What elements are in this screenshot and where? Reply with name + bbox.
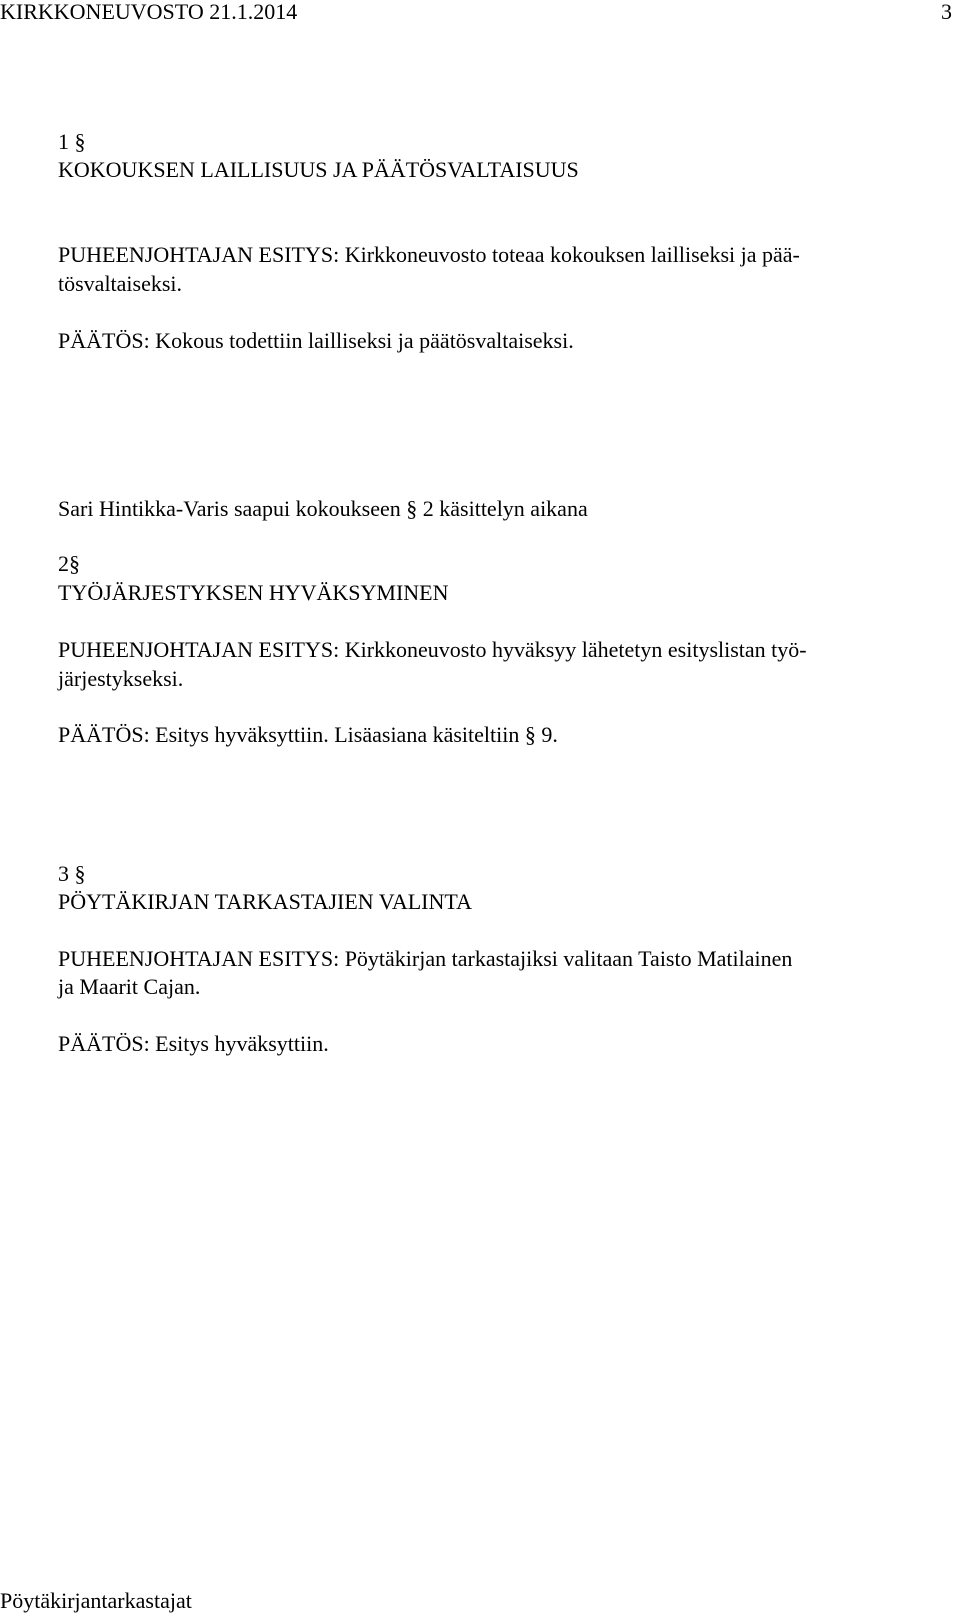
section-sign-icon: § xyxy=(524,722,536,747)
footer-label: Pöytäkirjantarkastajat xyxy=(0,1588,192,1613)
section-1-decision: PÄÄTÖS: Kokous todettiin lailliseksi ja päätösvaltaiseksi. xyxy=(58,328,574,353)
section-1-heading: KOKOUKSEN LAILLISUUS JA PÄÄTÖSVALTAISUUS xyxy=(58,157,579,182)
section-2-proposal-line-1: PUHEENJOHTAJAN ESITYS: Kirkkoneuvosto hyväksyy lähetetyn esityslistan työ- xyxy=(58,637,807,662)
section-2-decision-prefix: PÄÄTÖS: Esitys hyväksyttiin. Lisäasiana käsiteltiin xyxy=(58,722,525,747)
section-3-number-line xyxy=(58,859,86,889)
section-3-decision: PÄÄTÖS: Esitys hyväksyttiin. xyxy=(58,1031,329,1056)
attendance-note xyxy=(58,494,926,524)
section-1-proposal-line-1: PUHEENJOHTAJAN ESITYS: Kirkkoneuvosto toteaa kokouksen lailliseksi ja pää- xyxy=(58,242,800,267)
section-number: 3 xyxy=(58,861,69,886)
section-3-proposal-line-1: PUHEENJOHTAJAN ESITYS: Pöytäkirjan tarkastajiksi valitaan Taisto Matilainen xyxy=(58,946,793,971)
section-3-proposal-line-2: ja Maarit Cajan. xyxy=(58,974,201,999)
section-3-heading: PÖYTÄKIRJAN TARKASTAJIEN VALINTA xyxy=(58,889,472,914)
section-2-decision-suffix: 9. xyxy=(535,722,558,747)
page-number: 3 xyxy=(941,0,952,24)
section-1-number-line xyxy=(58,127,86,157)
document-header-title: KIRKKONEUVOSTO 21.1.2014 xyxy=(0,0,298,24)
section-2-number-line xyxy=(58,549,80,579)
section-number: 2 xyxy=(58,551,69,576)
section-2-decision xyxy=(58,720,926,750)
section-sign-icon: § xyxy=(69,551,80,576)
section-2-proposal-line-2: järjestykseksi. xyxy=(58,666,184,691)
attendance-note-prefix: Sari Hintikka-Varis saapui kokoukseen xyxy=(58,496,407,521)
section-number: 1 xyxy=(58,129,69,154)
section-sign-icon: § xyxy=(74,129,86,154)
section-1-proposal-line-2: tösvaltaiseksi. xyxy=(58,271,183,296)
section-sign-icon: § xyxy=(406,496,418,521)
attendance-note-suffix: 2 käsittelyn aikana xyxy=(417,496,588,521)
section-sign-icon: § xyxy=(74,861,86,886)
section-2-heading: TYÖJÄRJESTYKSEN HYVÄKSYMINEN xyxy=(58,580,449,605)
